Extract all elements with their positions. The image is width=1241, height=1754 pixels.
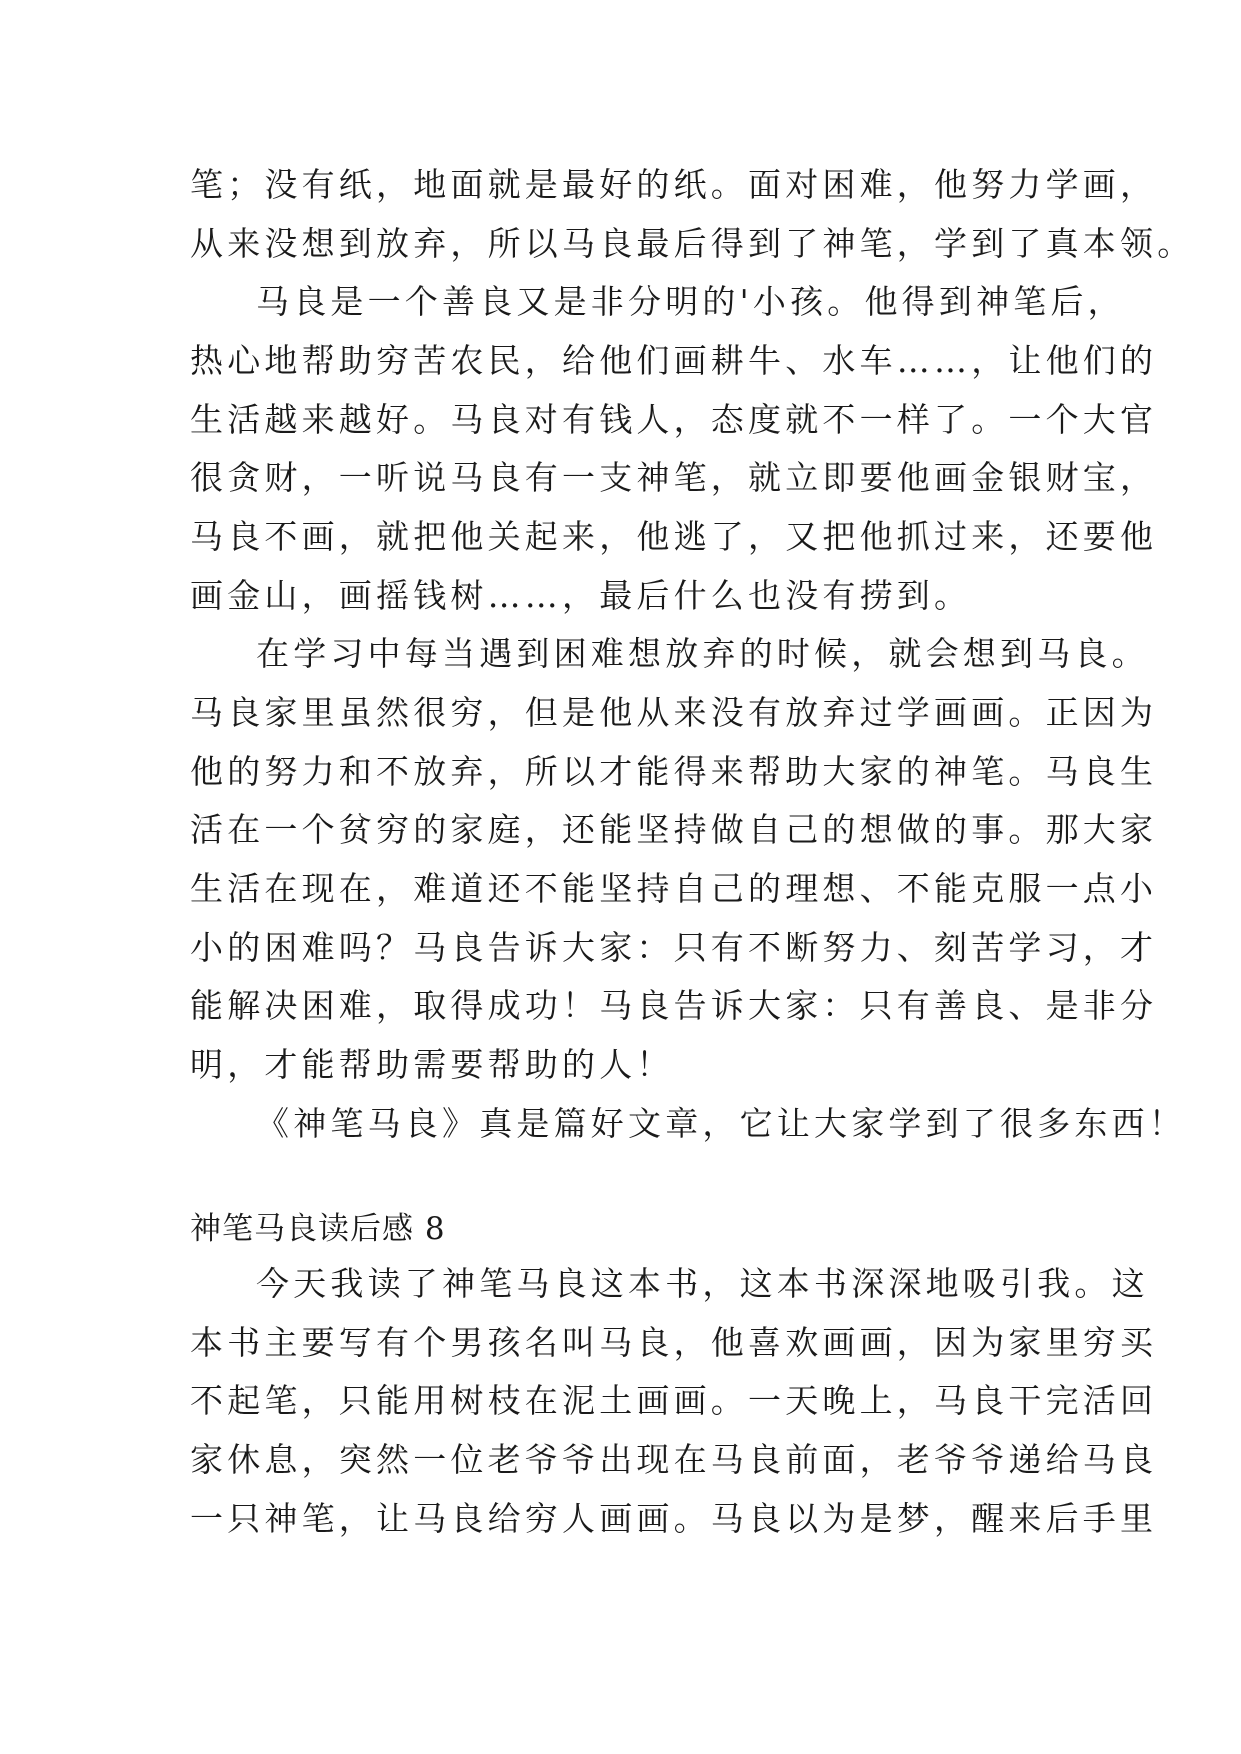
paragraph-line: 画金山，画摇钱树……，最后什么也没有捞到。 bbox=[190, 576, 972, 615]
paragraph-line: 小的困难吗？马良告诉大家：只有不断努力、刻苦学习，才 bbox=[190, 928, 1158, 967]
paragraph-line: 今天我读了神笔马良这本书，这本书深深地吸引我。这 bbox=[256, 1264, 1149, 1303]
paragraph-line: 家休息，突然一位老爷爷出现在马良前面，老爷爷递给马良 bbox=[190, 1440, 1158, 1479]
paragraph-line: 马良家里虽然很穷，但是他从来没有放弃过学画画。正因为 bbox=[190, 693, 1158, 732]
paragraph-line: 不起笔，只能用树枝在泥土画画。一天晚上，马良干完活回 bbox=[190, 1381, 1158, 1420]
paragraph-line: 在学习中每当遇到困难想放弃的时候，就会想到马良。 bbox=[256, 634, 1149, 673]
paragraph-line: 一只神笔，让马良给穷人画画。马良以为是梦，醒来后手里 bbox=[190, 1499, 1158, 1538]
paragraph-line: 从来没想到放弃，所以马良最后得到了神笔，学到了真本领。 bbox=[190, 224, 1195, 263]
paragraph-line: 《神笔马良》真是篇好文章，它让大家学到了很多东西！ bbox=[256, 1104, 1186, 1143]
paragraph-line: 生活在现在，难道还不能坚持自己的理想、不能克服一点小 bbox=[190, 869, 1158, 908]
paragraph-line: 活在一个贫穷的家庭，还能坚持做自己的想做的事。那大家 bbox=[190, 810, 1158, 849]
paragraph-line: 笔；没有纸，地面就是最好的纸。面对困难，他努力学画， bbox=[190, 165, 1158, 204]
paragraph-line: 热心地帮助穷苦农民，给他们画耕牛、水车……，让他们的 bbox=[190, 341, 1158, 380]
paragraph-line: 他的努力和不放弃，所以才能得来帮助大家的神笔。马良生 bbox=[190, 752, 1158, 791]
paragraph-line: 生活越来越好。马良对有钱人，态度就不一样了。一个大官 bbox=[190, 400, 1158, 439]
paragraph-line: 能解决困难，取得成功！马良告诉大家：只有善良、是非分 bbox=[190, 986, 1158, 1025]
paragraph-line: 本书主要写有个男孩名叫马良，他喜欢画画，因为家里穷买 bbox=[190, 1323, 1158, 1362]
section-heading: 神笔马良读后感 8 bbox=[190, 1211, 446, 1247]
paragraph-line: 很贪财，一听说马良有一支神笔，就立即要他画金银财宝， bbox=[190, 458, 1158, 497]
paragraph-line: 明，才能帮助需要帮助的人！ bbox=[190, 1045, 674, 1084]
paragraph-line: 马良是一个善良又是非分明的'小孩。他得到神笔后， bbox=[256, 282, 1125, 321]
paragraph-line: 马良不画，就把他关起来，他逃了，又把他抓过来，还要他 bbox=[190, 517, 1158, 556]
